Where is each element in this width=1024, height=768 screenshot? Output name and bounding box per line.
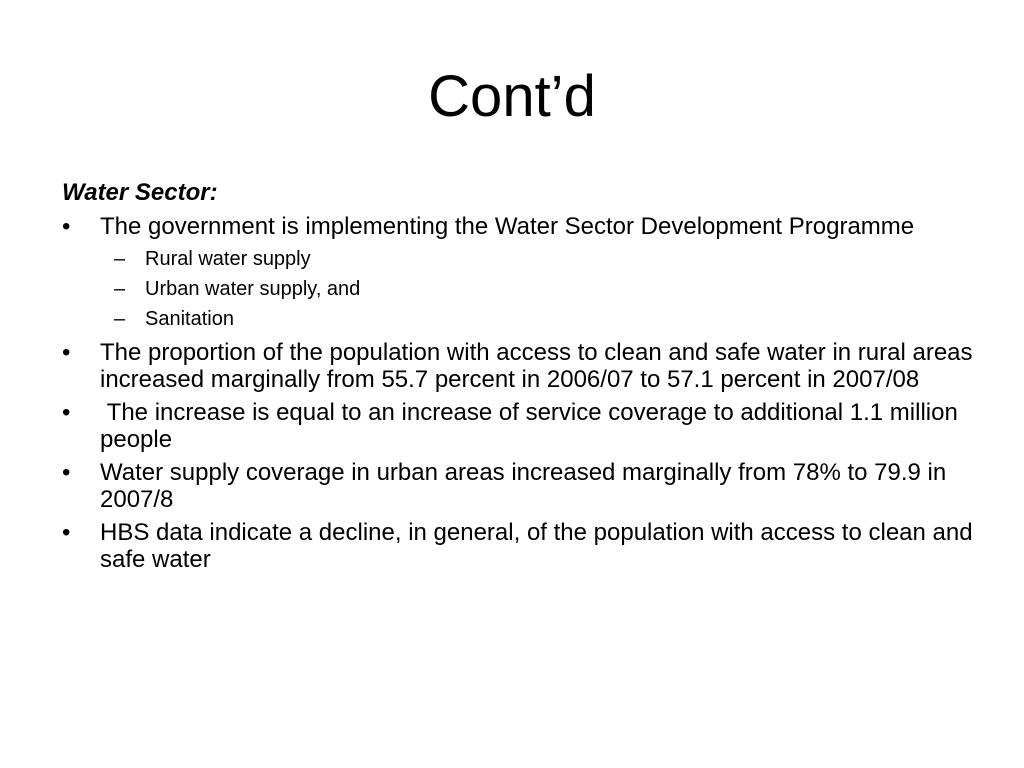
sub-item-text: Sanitation <box>145 308 234 330</box>
bullet-text: The increase is equal to an increase of service coverage to additional 1.1 million people <box>100 399 965 453</box>
bullet-item <box>62 339 982 393</box>
bullet-item <box>62 399 982 453</box>
bullet-marker: • <box>62 519 71 546</box>
bullet-item <box>62 459 982 513</box>
bullet-text: HBS data indicate a decline, in general, of the population with access to clean and safe water <box>100 519 973 573</box>
bullet-text: The government is implementing the Water Sector Development Programme <box>100 213 915 240</box>
sub-item-text: Urban water supply, and <box>145 278 361 300</box>
sub-list <box>62 246 982 333</box>
sub-marker: – <box>114 308 126 330</box>
sub-marker: – <box>114 248 126 270</box>
bullet-marker: • <box>62 459 71 486</box>
bullet-marker: • <box>62 339 71 366</box>
bullet-marker: • <box>62 213 71 240</box>
slide-title: Cont’d <box>428 64 596 129</box>
sub-marker: – <box>114 278 126 300</box>
bullet-item <box>62 213 982 240</box>
bullet-marker: • <box>62 399 71 426</box>
sub-item-text: Rural water supply <box>145 248 311 270</box>
sub-item <box>62 306 982 333</box>
sub-item <box>62 276 982 303</box>
bullet-item <box>62 519 982 573</box>
sub-item <box>62 246 982 273</box>
bullet-text: Water supply coverage in urban areas increased marginally from 78% to 79.9 in 2007/8 <box>100 459 947 513</box>
bullet-text: The proportion of the population with access to clean and safe water in rural areas increased marginally from 55.7 percent in 2006/07 to 57.1 percent in 2007/08 <box>100 339 973 393</box>
slide-body <box>62 178 982 579</box>
section-heading: Water Sector: <box>62 179 218 206</box>
